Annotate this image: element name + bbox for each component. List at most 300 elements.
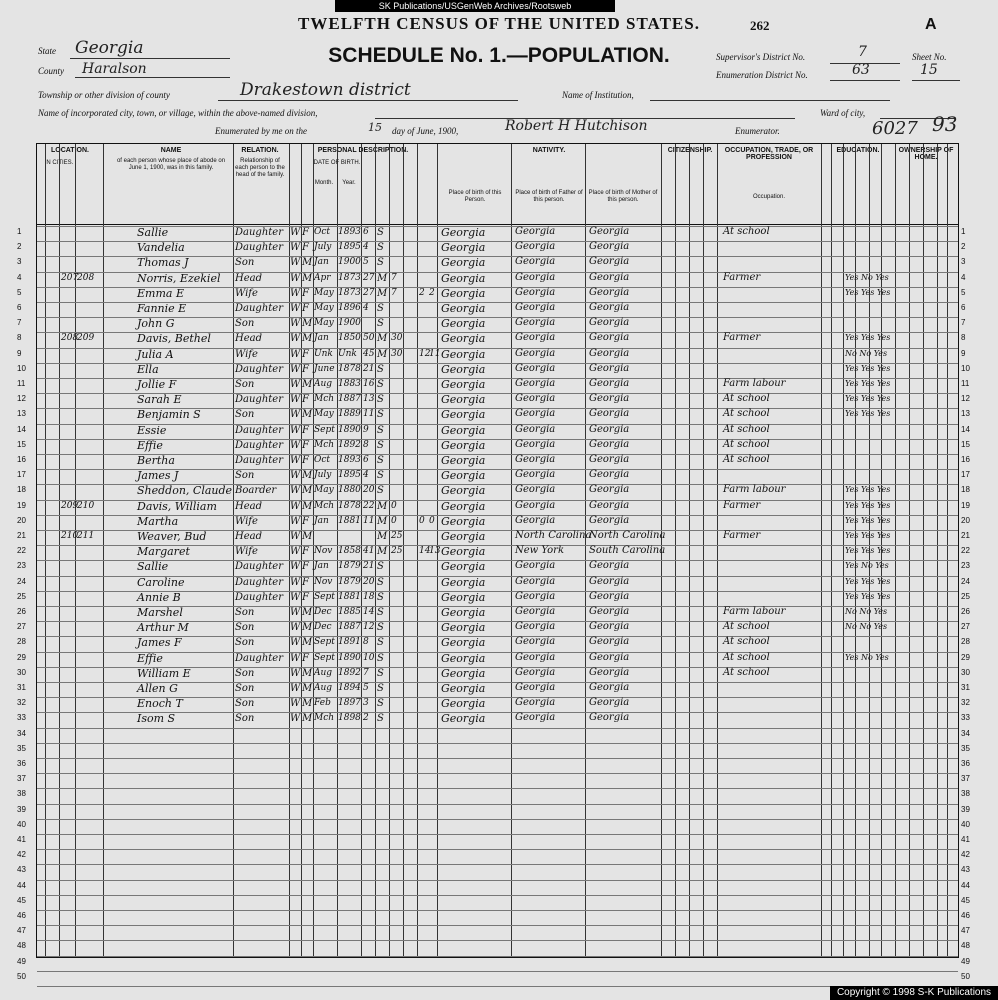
birth-year: 1858 xyxy=(338,546,361,557)
color: W xyxy=(290,470,301,482)
birthplace-person: Georgia xyxy=(441,241,486,255)
children-living: 11 xyxy=(429,348,441,359)
birthplace-father: Georgia xyxy=(515,484,556,496)
col-nativity: NATIVITY. xyxy=(532,147,566,154)
relation: Daughter xyxy=(235,455,283,466)
relation: Son xyxy=(235,409,255,421)
person-name: Allen G xyxy=(137,682,178,695)
education: Yes Yes Yes xyxy=(845,409,891,419)
row-number: 23 xyxy=(17,561,26,571)
supervisor-value: 7 xyxy=(858,44,867,60)
col-place-father: Place of birth of Father of this person. xyxy=(515,190,583,203)
occupation: At school xyxy=(723,651,770,663)
birthplace-person: Georgia xyxy=(441,362,486,376)
marital-condition: S xyxy=(377,713,384,725)
col-month: Month. xyxy=(314,180,334,186)
sex: M xyxy=(302,379,313,390)
person-name: James J xyxy=(137,469,179,483)
family-number: 209 xyxy=(77,333,95,344)
birthplace-father: Georgia xyxy=(515,636,556,648)
col-relation: RELATION. xyxy=(241,147,279,154)
birthplace-mother: Georgia xyxy=(589,636,630,648)
row-number-right: 41 xyxy=(961,835,970,844)
row-number-right: 30 xyxy=(961,667,970,677)
marital-condition: S xyxy=(377,683,384,694)
birthplace-father: Georgia xyxy=(515,378,556,389)
row-number-right: 19 xyxy=(961,500,970,510)
sex: M xyxy=(302,257,313,269)
sex: F xyxy=(302,515,309,527)
row-number-right: 47 xyxy=(961,926,970,936)
birthplace-person: Georgia xyxy=(441,530,486,543)
row-number-right: 16 xyxy=(961,455,970,464)
birthplace-person: Georgia xyxy=(441,590,486,604)
birthplace-mother: Georgia xyxy=(589,378,630,389)
occupation: At school xyxy=(723,454,770,465)
birthplace-father: Georgia xyxy=(515,499,556,511)
family-number: 211 xyxy=(77,531,95,541)
children-living: 0 xyxy=(429,515,435,526)
age: 5 xyxy=(363,683,369,693)
relation: Son xyxy=(235,698,255,710)
birthplace-mother: Georgia xyxy=(589,226,630,237)
birth-month: July xyxy=(314,242,332,253)
birthplace-person: Georgia xyxy=(441,499,486,513)
years-married: 0 xyxy=(391,515,397,526)
row-number: 29 xyxy=(17,652,26,662)
relation: Wife xyxy=(235,348,258,360)
birthplace-person: Georgia xyxy=(441,271,486,285)
birth-year: 1895 xyxy=(338,470,361,481)
row-number-right: 5 xyxy=(961,287,966,297)
row-number: 42 xyxy=(17,850,26,860)
row-number-right: 15 xyxy=(961,439,970,449)
row-number: 39 xyxy=(17,804,26,814)
marital-condition: M xyxy=(377,546,388,558)
color: W xyxy=(290,424,301,436)
row-number-right: 25 xyxy=(961,591,970,601)
row-number-right: 49 xyxy=(961,956,970,966)
color: W xyxy=(290,272,301,284)
age: 4 xyxy=(363,303,369,313)
row-number-right: 31 xyxy=(961,683,970,692)
sex: F xyxy=(302,227,309,238)
enumeration-value: 63 xyxy=(852,62,870,78)
marital-condition: M xyxy=(377,348,388,360)
birth-month: July xyxy=(314,470,332,481)
marital-condition: S xyxy=(377,607,384,618)
age: 5 xyxy=(363,257,369,268)
person-name: Ella xyxy=(137,362,159,376)
birthplace-father: Georgia xyxy=(515,606,556,617)
birthplace-mother: Georgia xyxy=(589,302,630,313)
color: W xyxy=(290,348,301,360)
row-number-right: 37 xyxy=(961,774,970,784)
sex: M xyxy=(302,667,313,679)
birth-year: 1887 xyxy=(338,394,361,405)
row-number: 16 xyxy=(17,455,26,464)
color: W xyxy=(290,500,301,512)
birth-year: 1879 xyxy=(338,561,361,572)
birthplace-person: Georgia xyxy=(441,606,486,619)
birthplace-mother: Georgia xyxy=(589,393,630,405)
row-number-right: 38 xyxy=(961,789,970,799)
row-number: 2 xyxy=(17,242,22,252)
relation: Daughter xyxy=(235,363,283,375)
marital-condition: S xyxy=(377,698,384,710)
occupation: Farm labour xyxy=(723,378,786,389)
birth-year: 1881 xyxy=(338,591,361,602)
age: 6 xyxy=(363,227,369,237)
age: 27 xyxy=(363,272,375,283)
row-number: 14 xyxy=(17,424,26,434)
age: 4 xyxy=(363,470,369,481)
row-number: 13 xyxy=(17,409,26,419)
birth-year: 1900 xyxy=(338,257,361,268)
birthplace-mother: Georgia xyxy=(589,666,630,678)
birthplace-person: Georgia xyxy=(441,636,486,650)
age: 14 xyxy=(363,607,375,617)
row-number-right: 28 xyxy=(961,637,970,647)
relation: Daughter xyxy=(235,242,283,254)
row-number: 4 xyxy=(17,272,22,282)
birth-month: Apr xyxy=(314,272,331,283)
enumerated-label: Enumerated by me on the xyxy=(215,126,307,136)
marital-condition: S xyxy=(377,591,384,603)
family-number: 210 xyxy=(77,500,95,511)
birthplace-father: Georgia xyxy=(515,697,556,709)
birthplace-person: Georgia xyxy=(441,302,486,315)
enumerator-name: Robert H Hutchison xyxy=(505,118,648,134)
marital-condition: M xyxy=(377,500,388,512)
birthplace-person: Georgia xyxy=(441,621,486,635)
row-number: 20 xyxy=(17,515,26,525)
row-number-right: 6 xyxy=(961,303,966,312)
age: 8 xyxy=(363,439,369,450)
sex: F xyxy=(302,394,309,406)
supervisor-label: Supervisor's District No. xyxy=(716,52,806,62)
occupation: At school xyxy=(723,408,770,420)
marital-condition: S xyxy=(377,637,384,649)
row-number-right: 2 xyxy=(961,242,966,252)
county-label: County xyxy=(38,66,64,76)
marital-condition: S xyxy=(377,652,384,664)
sex: F xyxy=(302,287,309,299)
sex: M xyxy=(302,531,313,542)
education: Yes Yes Yes xyxy=(845,394,891,404)
birthplace-father: Georgia xyxy=(515,651,556,663)
occupation: At school xyxy=(723,636,770,648)
birth-year: Unk xyxy=(338,348,357,359)
birthplace-person: Georgia xyxy=(441,256,486,270)
family-number: 208 xyxy=(77,272,95,283)
birthplace-father: Georgia xyxy=(515,514,556,526)
col-citizenship: CITIZENSHIP. xyxy=(667,147,713,154)
person-name: Emma E xyxy=(137,286,184,300)
relation: Head xyxy=(235,531,263,542)
row-number-right: 18 xyxy=(961,485,970,495)
education: No No Yes xyxy=(845,622,888,632)
years-married: 7 xyxy=(391,287,397,298)
person-name: Sallie xyxy=(137,226,169,239)
birth-month: Feb xyxy=(314,698,331,709)
years-married: 25 xyxy=(391,531,403,541)
education: Yes Yes Yes xyxy=(845,379,891,388)
occupation: Farm labour xyxy=(723,484,786,496)
person-name: Julia A xyxy=(137,347,174,361)
row-number-right: 43 xyxy=(961,865,970,875)
row-number-right: 27 xyxy=(961,622,970,632)
birth-year: 1897 xyxy=(338,698,361,709)
row-number: 11 xyxy=(17,379,26,388)
row-number: 30 xyxy=(17,667,26,677)
person-name: Martha xyxy=(137,514,179,528)
birth-month: Jan xyxy=(314,561,329,572)
marital-condition: S xyxy=(377,470,384,482)
row-number: 50 xyxy=(17,971,26,981)
col-education: EDUCATION. xyxy=(836,147,880,154)
birthplace-person: Georgia xyxy=(441,545,486,559)
birthplace-person: Georgia xyxy=(441,697,486,711)
row-number: 43 xyxy=(17,865,26,875)
relation: Daughter xyxy=(235,303,283,314)
birth-month: Aug xyxy=(314,667,333,678)
row-number: 40 xyxy=(17,819,26,829)
birthplace-father: Georgia xyxy=(515,362,556,374)
birthplace-mother: Georgia xyxy=(589,347,630,359)
birthplace-father: Georgia xyxy=(515,317,556,329)
enumerated-day: 15 xyxy=(368,121,382,134)
sex: F xyxy=(302,591,309,603)
row-number: 22 xyxy=(17,546,26,556)
stamp-number: 6027 xyxy=(872,118,918,139)
birth-month: May xyxy=(314,409,334,420)
children-born: 0 xyxy=(419,515,425,526)
birthplace-mother: North Carolina xyxy=(589,530,666,541)
col-birth: DATE OF BIRTH. xyxy=(313,160,361,166)
birthplace-mother: Georgia xyxy=(589,575,630,587)
birth-month: Dec xyxy=(314,622,332,633)
birthplace-person: Georgia xyxy=(441,226,486,239)
relation: Son xyxy=(235,683,255,694)
age: 11 xyxy=(363,515,375,526)
row-number: 31 xyxy=(17,683,26,692)
marital-condition: S xyxy=(377,409,384,421)
row-number-right: 11 xyxy=(961,379,970,388)
birthplace-father: Georgia xyxy=(515,241,556,253)
col-in-cities: IN CITIES. xyxy=(44,160,74,166)
marital-condition: M xyxy=(377,287,388,299)
relation: Head xyxy=(235,333,263,345)
color: W xyxy=(290,287,301,299)
age: 45 xyxy=(363,348,375,359)
relation: Son xyxy=(235,637,255,649)
person-name: Arthur M xyxy=(137,621,189,635)
col-place-mother: Place of birth of Mother of this person. xyxy=(588,190,658,203)
birth-month: Nov xyxy=(314,546,333,557)
birthplace-mother: Georgia xyxy=(589,271,630,283)
row-number-right: 39 xyxy=(961,804,970,814)
education: Yes No Yes xyxy=(845,561,889,571)
row-number: 6 xyxy=(17,303,22,312)
birth-year: 1887 xyxy=(338,622,361,633)
birthplace-mother: Georgia xyxy=(589,469,630,481)
census-title: TWELFTH CENSUS OF THE UNITED STATES. xyxy=(298,14,700,33)
birth-month: Mch xyxy=(314,394,335,405)
birthplace-mother: Georgia xyxy=(589,438,630,450)
birthplace-father: Georgia xyxy=(515,575,556,587)
education: Yes Yes Yes xyxy=(845,287,891,297)
marital-condition: S xyxy=(377,561,384,573)
marital-condition: S xyxy=(377,485,384,497)
relation: Son xyxy=(235,470,255,482)
occupation: At school xyxy=(723,423,770,435)
row-number: 45 xyxy=(17,895,26,905)
children-living: 2 xyxy=(429,287,435,298)
birthplace-mother: Georgia xyxy=(589,423,630,435)
row-number-right: 14 xyxy=(961,424,970,434)
enumerated-rest: day of June, 1900, xyxy=(392,126,459,136)
birth-year: 1898 xyxy=(338,713,361,724)
schedule-title: SCHEDULE No. 1.—POPULATION. xyxy=(328,44,670,67)
birth-month: June xyxy=(314,363,335,374)
color: W xyxy=(290,363,301,375)
occupation: Farmer xyxy=(723,332,761,344)
row-number-right: 50 xyxy=(961,971,970,981)
page-letter: A xyxy=(925,16,937,33)
sex: F xyxy=(302,546,309,558)
birth-month: May xyxy=(314,287,334,298)
row-number-right: 22 xyxy=(961,546,970,556)
occupation: At school xyxy=(723,438,770,450)
row-number: 17 xyxy=(17,470,26,480)
birthplace-mother: Georgia xyxy=(589,682,630,693)
sheet-label: Sheet No. xyxy=(912,52,947,62)
birth-year: 1881 xyxy=(338,515,361,526)
birth-month: May xyxy=(314,318,334,329)
birth-year: 1850 xyxy=(338,333,361,344)
years-married: 25 xyxy=(391,546,403,557)
birthplace-person: Georgia xyxy=(441,560,486,574)
age: 7 xyxy=(363,667,369,678)
col-occupation-desc: Occupation. xyxy=(752,194,786,200)
marital-condition: S xyxy=(377,303,384,314)
sex: M xyxy=(302,470,313,482)
marital-condition: S xyxy=(377,576,384,588)
row-number: 44 xyxy=(17,880,26,890)
row-number-right: 46 xyxy=(961,911,970,920)
sex: M xyxy=(302,698,313,710)
relation: Head xyxy=(235,272,263,284)
occupation: Farmer xyxy=(723,271,761,283)
person-name: James F xyxy=(137,636,182,650)
occupation: Farm labour xyxy=(723,606,786,617)
education: Yes No Yes xyxy=(845,652,889,662)
relation: Daughter xyxy=(235,561,283,573)
birthplace-father: Georgia xyxy=(515,621,556,633)
relation: Boarder xyxy=(235,485,277,497)
sex: F xyxy=(302,348,309,360)
education: Yes Yes Yes xyxy=(845,591,891,601)
age: 16 xyxy=(363,379,375,389)
institution-label: Name of Institution, xyxy=(562,90,634,100)
person-name: Sarah E xyxy=(137,393,182,407)
age: 12 xyxy=(363,622,375,633)
color: W xyxy=(290,667,301,679)
person-name: William E xyxy=(137,666,191,680)
person-name: Enoch T xyxy=(137,697,183,711)
sex: M xyxy=(302,713,313,725)
row-number-right: 12 xyxy=(961,394,970,404)
birthplace-person: Georgia xyxy=(441,378,486,391)
col-personal: PERSONAL DESCRIPTION. xyxy=(317,147,409,154)
marital-condition: S xyxy=(377,227,384,238)
row-number: 15 xyxy=(17,439,26,449)
row-number: 35 xyxy=(17,743,26,753)
col-name: NAME xyxy=(160,147,182,154)
birth-month: Aug xyxy=(314,379,333,389)
years-married: 7 xyxy=(391,272,397,283)
table-header xyxy=(37,144,958,225)
marital-condition: S xyxy=(377,622,384,634)
color: W xyxy=(290,546,301,558)
col-occupation: OCCUPATION, TRADE, OR PROFESSION xyxy=(724,147,814,161)
color: W xyxy=(290,257,301,269)
birthplace-father: Georgia xyxy=(515,347,556,359)
occupation: At school xyxy=(723,393,770,405)
age: 27 xyxy=(363,287,375,298)
birthplace-father: Georgia xyxy=(515,560,556,572)
age: 10 xyxy=(363,652,375,663)
education: Yes Yes Yes xyxy=(845,531,891,540)
birthplace-mother: Georgia xyxy=(589,454,630,465)
person-name: Isom S xyxy=(137,712,176,726)
row-number-right: 26 xyxy=(961,607,970,616)
birth-month: Sept xyxy=(314,637,335,648)
color: W xyxy=(290,227,301,238)
age: 13 xyxy=(363,394,375,405)
row-number-right: 21 xyxy=(961,531,970,540)
birth-year: 1883 xyxy=(338,379,361,389)
birthplace-person: Georgia xyxy=(441,332,486,346)
sex: F xyxy=(302,652,309,664)
color: W xyxy=(290,622,301,634)
color: W xyxy=(290,607,301,618)
birthplace-mother: Georgia xyxy=(589,590,630,602)
stamp-number-2: 93 xyxy=(932,112,958,136)
color: W xyxy=(290,242,301,254)
birthplace-mother: Georgia xyxy=(589,286,630,298)
row-number-right: 44 xyxy=(961,880,970,890)
birth-month: Jan xyxy=(314,333,329,344)
birth-year: 1889 xyxy=(338,409,361,420)
row-number-right: 48 xyxy=(961,941,970,951)
person-name: Vandelia xyxy=(137,241,185,255)
years-married: 30 xyxy=(391,333,403,344)
color: W xyxy=(290,485,301,497)
row-number: 10 xyxy=(17,363,26,373)
relation: Son xyxy=(235,607,255,618)
marital-condition: M xyxy=(377,531,388,542)
color: W xyxy=(290,318,301,330)
marital-condition: S xyxy=(377,257,384,269)
birth-month: Sept xyxy=(314,652,335,663)
relation: Son xyxy=(235,713,255,725)
birth-year: 1879 xyxy=(338,576,361,587)
occupation: At school xyxy=(723,226,770,237)
person-name: John G xyxy=(137,317,175,331)
color: W xyxy=(290,515,301,527)
